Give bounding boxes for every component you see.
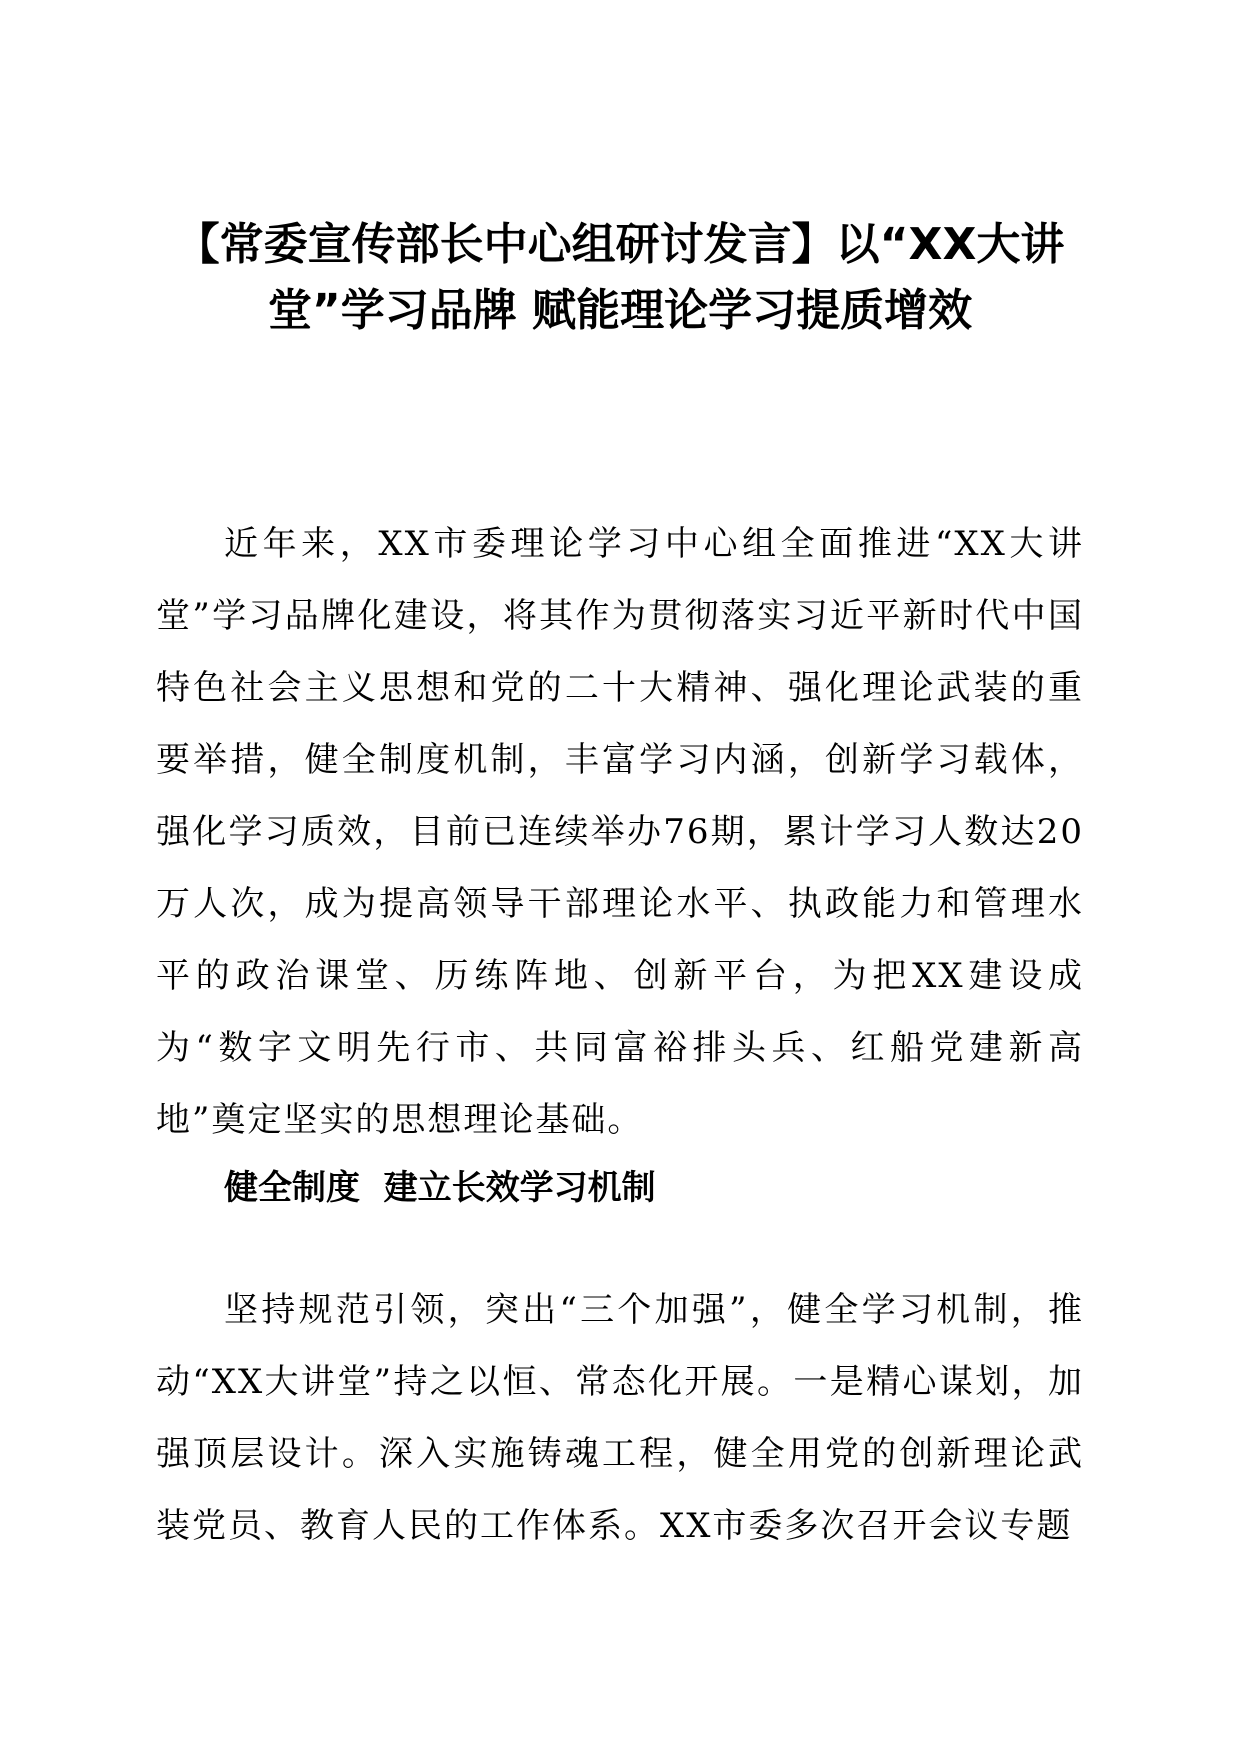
intro-paragraph: 近年来，XX市委理论学习中心组全面推进“XX大讲堂”学习品牌化建设，将其作为贯彻落实习近平新时代中国特色社会主义思想和党的二十大精神、强化理论武装的重要举措，健全制度机制，丰富学习内涵，创新学习载体，强化学习质效，目前已连续举办76期，累计学习人数达20万人次，成为提高领导干部理论水平、执政能力和管理水平的政治课堂、历练阵地、创新平台，为把XX建设成为“数字文明先行市、共同富裕排头兵、红船党建新高地”奠定坚实的思想理论基础。 <box>156 524 1084 1140</box>
section-paragraph: 坚持规范引领，突出“三个加强”，健全学习机制，推动“XX大讲堂”持之以恒、常态化开展。一是精心谋划，加强顶层设计。深入实施铸魂工程，健全用党的创新理论武装党员、教育人民的工作体系。XX市委多次召开会议专题 <box>156 1290 1084 1546</box>
document-title: 【常委宣传部长中心组研讨发言】以“XX大讲堂”学习品牌 赋能理论学习提质增效 <box>175 219 1065 336</box>
section-heading: 健全制度 建立长效学习机制 <box>224 1168 656 1208</box>
